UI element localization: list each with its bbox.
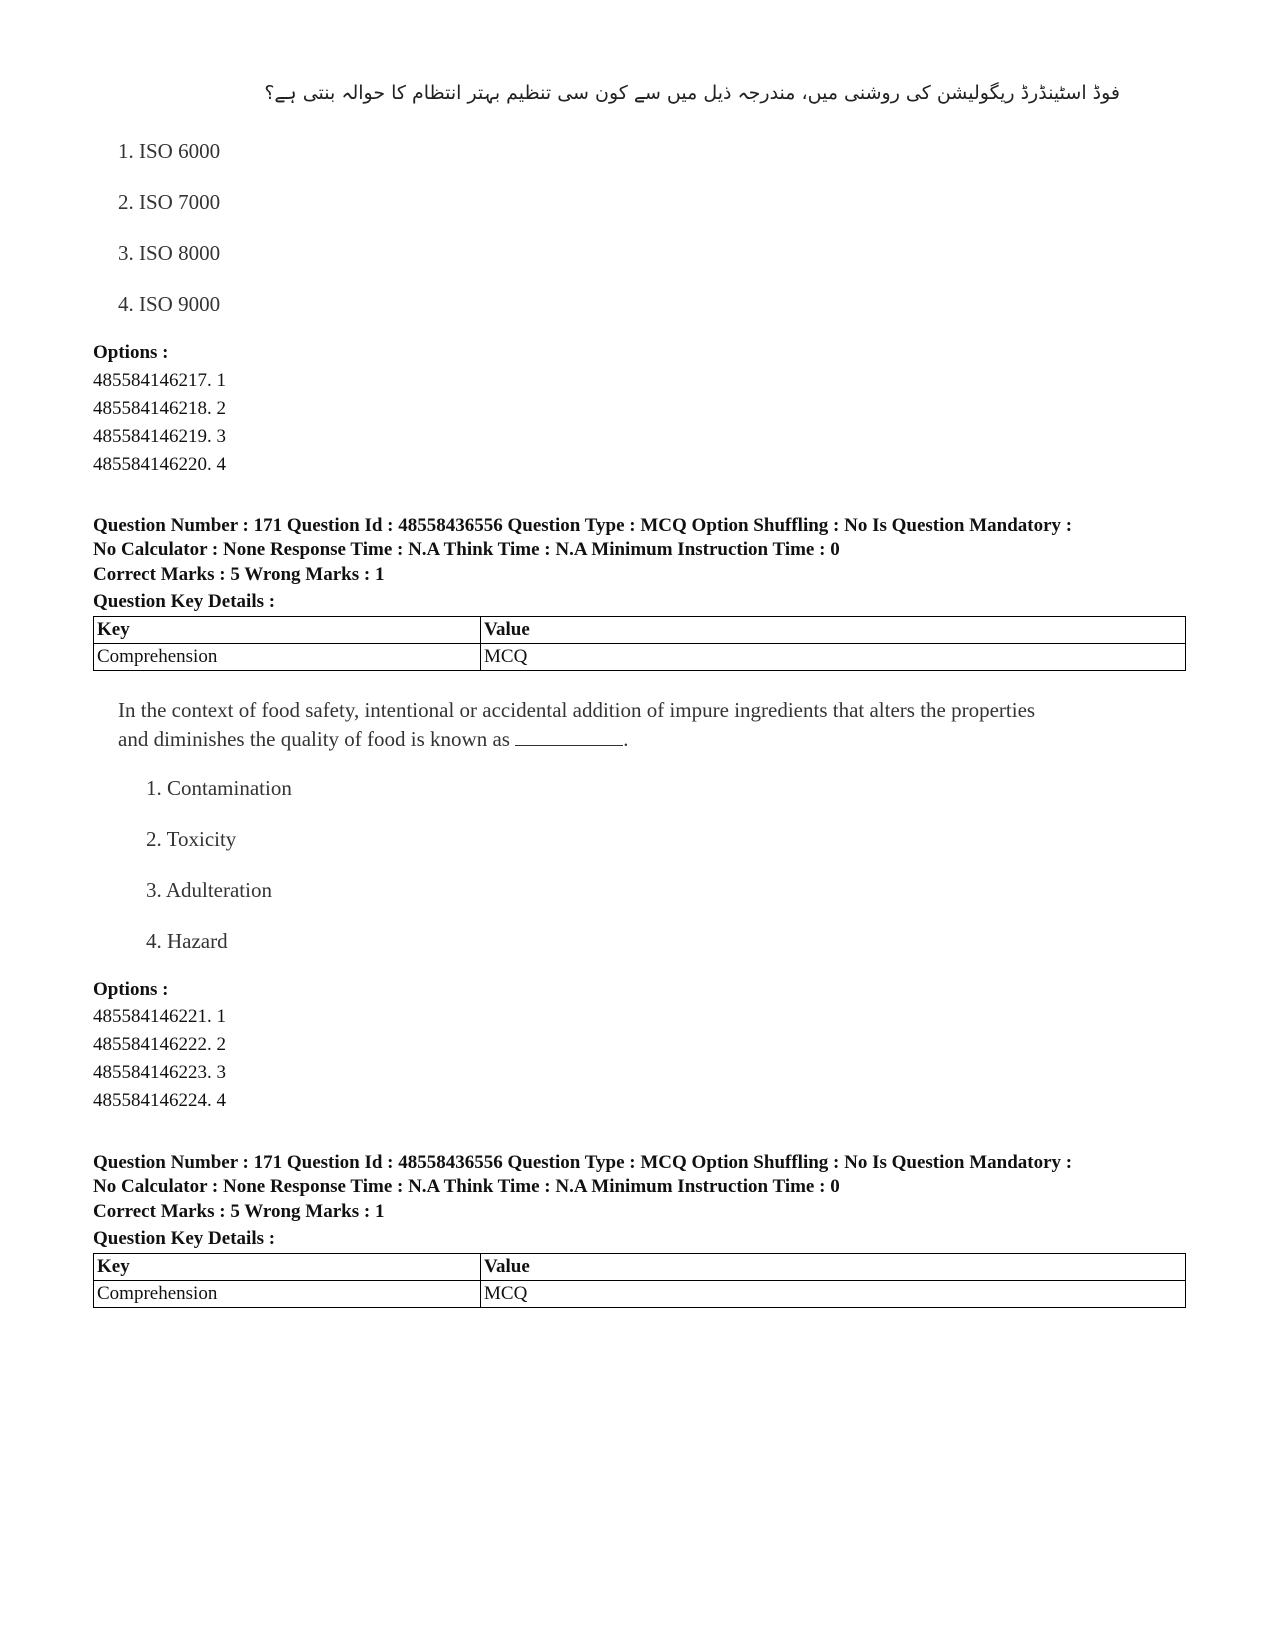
option-id: 485584146223. 3: [93, 1062, 226, 1083]
options-heading: Options :: [93, 342, 169, 363]
meta-line-2: No Calculator : None Response Time : N.A Think Time : N.A Minimum Instruction Time : 0: [93, 539, 840, 560]
choice-4: 4. ISO 9000: [118, 292, 221, 316]
table-header-key: Key: [94, 617, 481, 644]
stem-period: .: [623, 727, 629, 751]
option-id: 485584146220. 4: [93, 454, 226, 475]
table-row: [94, 644, 1186, 671]
options-heading: Options :: [93, 979, 169, 1000]
option-id: 485584146217. 1: [93, 370, 226, 391]
question-stem: [118, 696, 1178, 754]
table-cell-key: Comprehension: [94, 644, 481, 671]
table-header-key: Key: [94, 1254, 481, 1281]
question-meta: [93, 514, 1203, 562]
marks-line: Correct Marks : 5 Wrong Marks : 1: [93, 1201, 385, 1222]
table-cell-key: Comprehension: [94, 1281, 481, 1308]
question-meta: [93, 1151, 1203, 1199]
table-header-value: Value: [481, 1254, 1186, 1281]
key-details-table: [93, 1253, 1186, 1308]
choice-1: 1. ISO 6000: [118, 139, 221, 163]
meta-line-1: Question Number : 171 Question Id : 48558436556 Question Type : MCQ Option Shuffling : No Is Question Mandatory :: [93, 1152, 1073, 1173]
key-details-heading: Question Key Details :: [93, 1228, 276, 1249]
option-id: 485584146221. 1: [93, 1006, 226, 1027]
stem-line-2-text: and diminishes the quality of food is known as: [118, 727, 510, 751]
choice-2: 2. Toxicity: [146, 827, 237, 851]
options-list: [93, 1003, 226, 1115]
question-stem-urdu: فوڈ اسٹینڈرڈ ریگولیشن کی روشنی میں، مندرجہ ذیل میں سے کون سی تنظیم بہتر انتظام کا حوالہ بنتی ہے؟: [264, 82, 1120, 104]
option-id: 485584146222. 2: [93, 1034, 226, 1055]
choice-3: 3. ISO 8000: [118, 241, 221, 265]
meta-line-2: No Calculator : None Response Time : N.A Think Time : N.A Minimum Instruction Time : 0: [93, 1176, 840, 1197]
stem-line-2: [118, 725, 1178, 754]
table-row: [94, 1281, 1186, 1308]
table-cell-value: MCQ: [481, 1281, 1186, 1308]
choice-2: 2. ISO 7000: [118, 190, 221, 214]
meta-line-1: Question Number : 171 Question Id : 48558436556 Question Type : MCQ Option Shuffling : No Is Question Mandatory :: [93, 515, 1073, 536]
option-id: 485584146224. 4: [93, 1090, 226, 1111]
option-id: 485584146218. 2: [93, 398, 226, 419]
answer-blank: [515, 727, 623, 746]
marks-line: Correct Marks : 5 Wrong Marks : 1: [93, 564, 385, 585]
table-header-value: Value: [481, 617, 1186, 644]
choice-1: 1. Contamination: [146, 776, 292, 800]
choice-3: 3. Adulteration: [146, 878, 272, 902]
table-header-row: [94, 1254, 1186, 1281]
choice-4: 4. Hazard: [146, 929, 228, 953]
table-header-row: [94, 617, 1186, 644]
stem-line-1: In the context of food safety, intentional or accidental addition of impure ingredients that alters the properties: [118, 698, 1036, 722]
table-cell-value: MCQ: [481, 644, 1186, 671]
key-details-heading: Question Key Details :: [93, 591, 276, 612]
options-list: [93, 367, 226, 479]
option-id: 485584146219. 3: [93, 426, 226, 447]
key-details-table: [93, 616, 1186, 671]
